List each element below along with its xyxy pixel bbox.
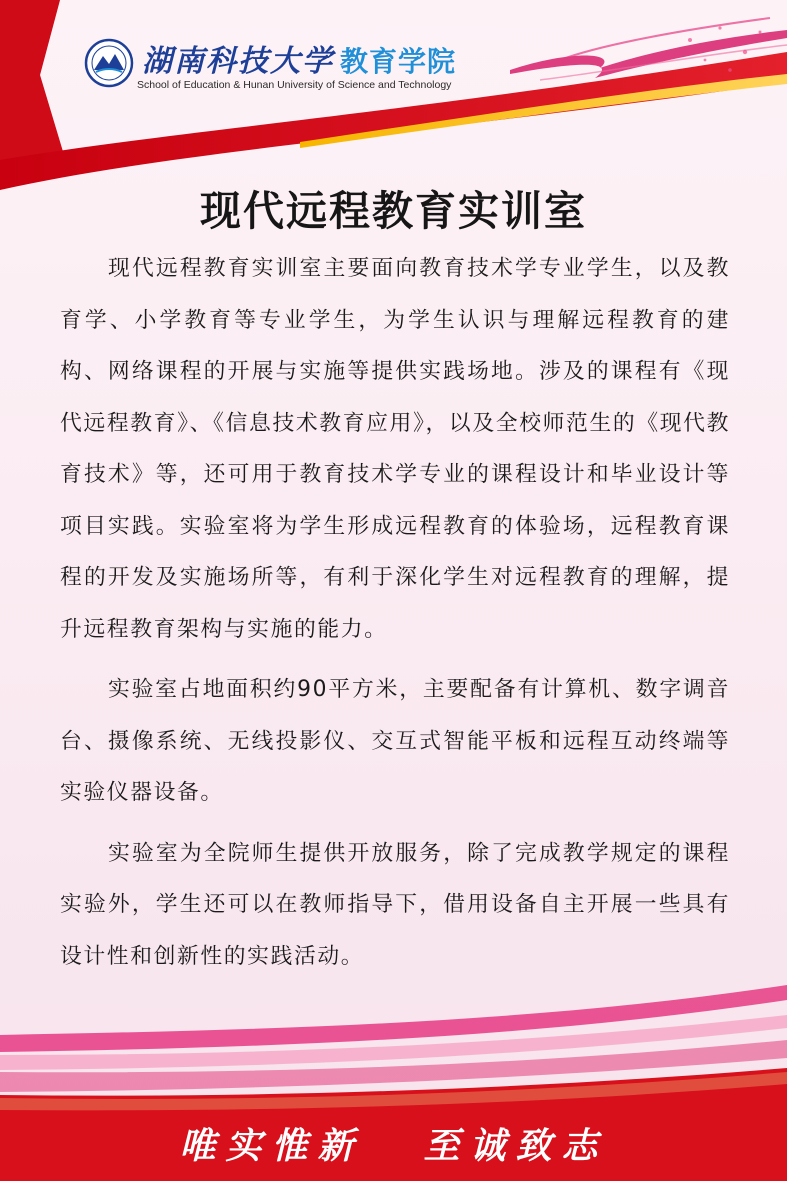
- university-name: 湖南科技大学: [142, 44, 334, 79]
- footer-motto: [0, 1118, 787, 1169]
- motto-left: 唯实惟新: [179, 1125, 364, 1167]
- paragraph-intro: 现代远程教育实训室主要面向教育技术学专业学生，以及教育学、小学教育等专业学生，为学生认识与理解远程教育的建构、网络课程的开展与实施等提供实践场地。涉及的课程有《现代远程教育》、《信息技术教育应用》，以及全校师范生的《现代教育技术》等，还可用于教育技术学专业的课程设计和毕业设计等项目实践。实验室将为学生形成远程教育的体验场，远程教育课程的开发及实施场所等，有利于深化学生对远程教育的理解，提升远程教育架构与实施的能力。: [60, 256, 730, 642]
- paragraph-service: 实验室为全院师生提供开放服务，除了完成教学规定的课程实验外，学生还可以在教师指导下，借用设备自主开展一些具有设计性和创新性的实践活动。: [60, 840, 730, 969]
- school-name: 教育学院: [340, 45, 457, 78]
- body-text: [60, 243, 730, 982]
- brand-header: [142, 36, 456, 80]
- paragraph-equipment: 实验室占地面积约90平方米，主要配备有计算机、数字调音台、摄像系统、无线投影仪、交互式智能平板和远程互动终端等实验仪器设备。: [60, 677, 730, 805]
- page-title: 现代远程教育实训室: [200, 187, 587, 235]
- motto-right: 至诚致志: [423, 1125, 608, 1167]
- english-subtitle: School of Education & Hunan University of Science and Technology: [137, 79, 452, 91]
- university-seal-icon: [84, 38, 134, 88]
